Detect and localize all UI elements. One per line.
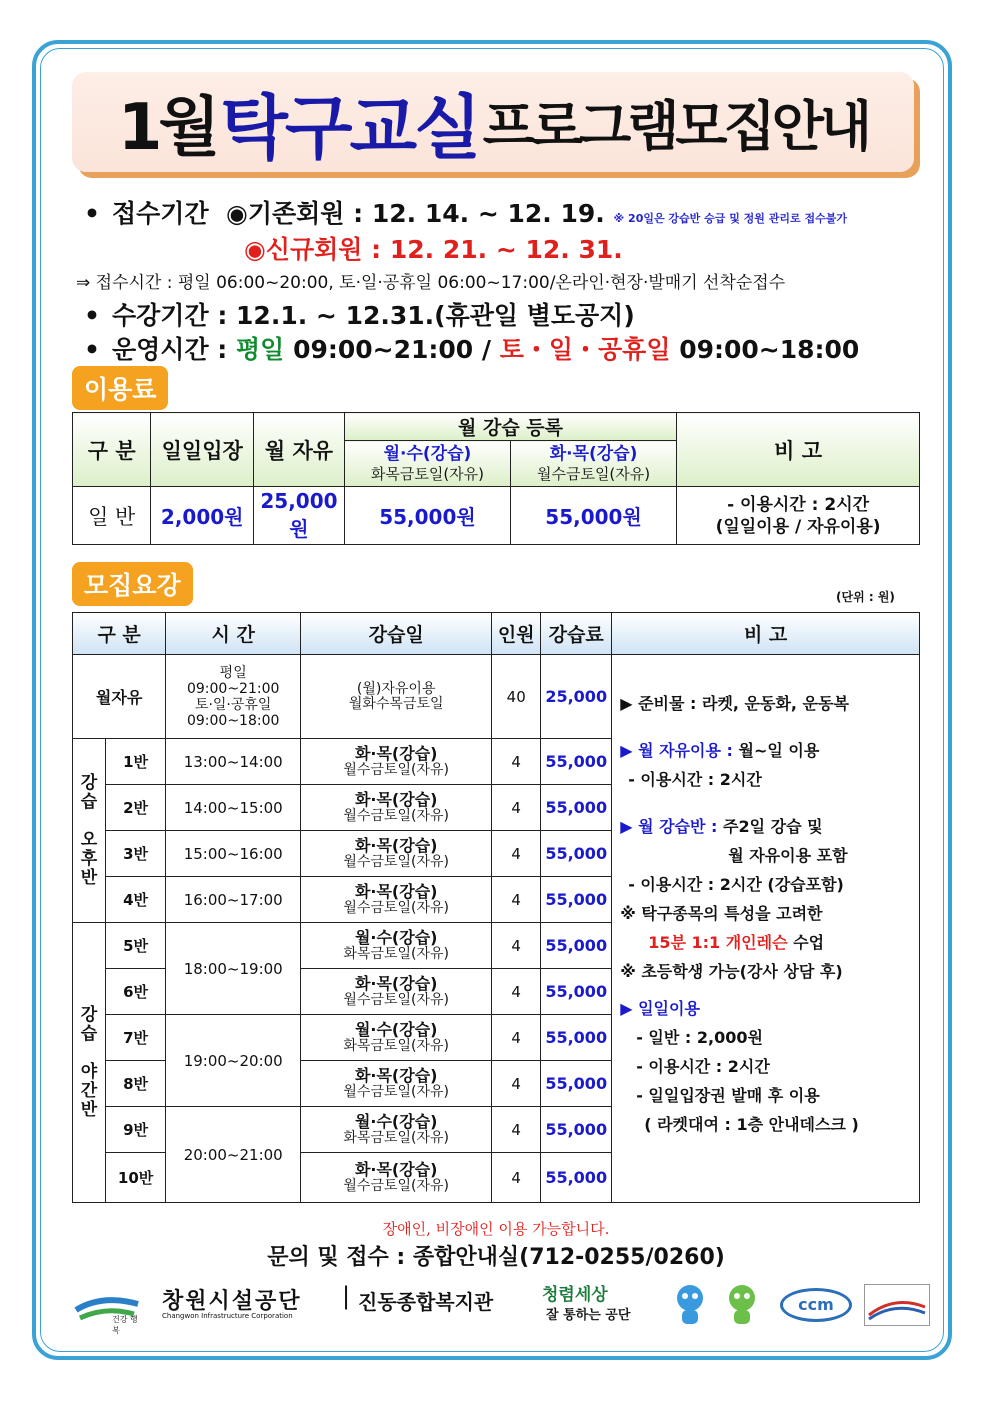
- class-cell: 10반: [106, 1153, 166, 1203]
- ge-0: 강: [80, 1004, 98, 1025]
- fee-cell: 55,000: [541, 923, 612, 969]
- fee-header-daily: 일일입장: [151, 413, 254, 487]
- operating-weekend: 토・일・공휴일: [499, 335, 671, 364]
- ccm-logo: ccm: [780, 1288, 852, 1322]
- ga-1: 습: [80, 791, 98, 812]
- time-cell: 18:00~19:00: [166, 923, 301, 1015]
- rec-header-people: 인원: [492, 613, 541, 655]
- note-special1: ※ 탁구종목의 특성을 고려한: [620, 904, 823, 923]
- recruit-notes: [612, 655, 920, 1203]
- ga-4: 후: [80, 848, 98, 869]
- ge-1: 습: [80, 1023, 98, 1044]
- note-kids: ※ 초등학생 가능(강사 상담 후): [620, 962, 843, 981]
- mascot-blue-icon: [670, 1282, 710, 1326]
- new-member-line: [244, 230, 623, 266]
- operating-label: 운영시간 :: [112, 335, 228, 364]
- days-cell: [301, 923, 492, 969]
- free-days-2: 월화수목금토일: [348, 695, 444, 712]
- course-period-label: 수강기간: [112, 301, 209, 330]
- fee-row-category: 일 반: [73, 487, 151, 545]
- day-sub: 화목금토일(자유): [343, 1037, 449, 1054]
- people-cell: 4: [492, 1015, 541, 1061]
- class-cell: 1반: [106, 739, 166, 785]
- class-cell: 6반: [106, 969, 166, 1015]
- class-cell: 8반: [106, 1061, 166, 1107]
- operating-weekday: 평일: [236, 335, 285, 364]
- free-days-1: (월)자유이용: [356, 680, 436, 697]
- free-time-3: 토·일·공휴일: [194, 696, 272, 713]
- days-cell: [301, 877, 492, 923]
- people-cell: 4: [492, 923, 541, 969]
- rec-header-note: 비 고: [612, 613, 920, 655]
- class-cell: 7반: [106, 1015, 166, 1061]
- fee-row-note: [677, 487, 920, 545]
- title-program: 탁구교실: [220, 86, 479, 169]
- people-cell: 4: [492, 785, 541, 831]
- fee-header-tue-thu-sub: 월수금토일(자유): [536, 464, 651, 483]
- class-cell: 4반: [106, 877, 166, 923]
- logo-bar: [72, 1282, 932, 1335]
- days-cell: [301, 969, 492, 1015]
- reception-time-note: ⇒ 접수시간 : 평일 06:00~20:00, 토·일·공휴일 06:00~17:00/온라인·현장·발매기 선착순접수: [76, 273, 786, 293]
- free-row-fee: 25,000: [541, 655, 612, 739]
- ga-0: 강: [80, 772, 98, 793]
- fee-header-mon-wed-sub: 화목금토일(자유): [370, 464, 485, 483]
- center-name: 진동종합복지관: [358, 1290, 494, 1314]
- free-row-category: 월자유: [73, 655, 166, 739]
- day-sub: 월수금토일(자유): [343, 899, 449, 916]
- fee-header-mon-wed: [344, 441, 510, 487]
- operating-weekday-time: 09:00~21:00 /: [293, 335, 491, 364]
- fee-header-category: 구 분: [73, 413, 151, 487]
- day-main: 화·목(강습): [354, 881, 438, 901]
- fee-header-tue-thu: [511, 441, 677, 487]
- existing-label: ◉기존회원: [226, 199, 345, 228]
- note-class-title: ▶ 월 강습반 :: [620, 817, 718, 836]
- fee-cell: 55,000: [541, 1153, 612, 1203]
- fee-table: [72, 412, 920, 545]
- time-cell: 14:00~15:00: [166, 785, 301, 831]
- time-cell: 15:00~16:00: [166, 831, 301, 877]
- certificate-icon: [864, 1284, 930, 1326]
- day-sub: 월수금토일(자유): [343, 1177, 449, 1194]
- day-main: 화·목(강습): [354, 743, 438, 763]
- recruit-section-tag: 모집요강: [72, 562, 193, 606]
- contact-line: 문의 및 접수 : 종합안내실(712-0255/0260): [267, 1245, 725, 1270]
- fee-cell: 55,000: [541, 969, 612, 1015]
- fee-header-mon-wed-label: 월·수(강습): [383, 443, 472, 464]
- note-free: [620, 736, 911, 765]
- note-special3: 수업: [793, 933, 825, 952]
- health-logo-text: 건강 행복: [112, 1315, 138, 1335]
- fee-cell: 55,000: [541, 1015, 612, 1061]
- day-main: 화·목(강습): [354, 1065, 438, 1085]
- fee-cell: 55,000: [541, 1061, 612, 1107]
- day-main: 월·수(강습): [354, 1111, 438, 1131]
- people-cell: 4: [492, 831, 541, 877]
- note-prep: ▶ 준비물 : 라켓, 운동화, 운동복: [620, 694, 849, 713]
- time-cell: 16:00~17:00: [166, 877, 301, 923]
- day-sub: 화목금토일(자유): [343, 1129, 449, 1146]
- days-cell: [301, 739, 492, 785]
- new-label: ◉신규회원: [244, 235, 363, 264]
- note-daily3: - 일일입장권 발매 후 이용: [636, 1086, 820, 1105]
- note-free-val: 월~일 이용: [738, 741, 820, 760]
- days-cell: [301, 1061, 492, 1107]
- note-daily4: ( 라켓대여 : 1층 안내데스크 ): [644, 1115, 859, 1134]
- free-time-1: 평일: [219, 664, 247, 681]
- fee-note-line1: - 이용시간 : 2시간: [727, 494, 870, 515]
- unit-label: (단위 : 원): [836, 590, 895, 604]
- class-cell: 2반: [106, 785, 166, 831]
- slogan-main: 청렴세상: [542, 1285, 608, 1305]
- note-free-title: ▶ 월 자유이용 :: [620, 741, 733, 760]
- day-main: 화·목(강습): [354, 835, 438, 855]
- people-cell: 4: [492, 1061, 541, 1107]
- day-sub: 월수금토일(자유): [343, 1083, 449, 1100]
- fee-header-tue-thu-label: 화·목(강습): [549, 443, 638, 464]
- days-cell: [301, 1015, 492, 1061]
- note-daily2: - 이용시간 : 2시간: [636, 1057, 770, 1076]
- reception-label: 접수기간: [112, 199, 209, 228]
- slogan-sub: 잘 통하는 공단: [546, 1308, 631, 1323]
- ge-4: 간: [80, 1080, 98, 1101]
- org-name-en: Changwon Infrastructure Corporation: [162, 1312, 293, 1320]
- days-cell: [301, 1153, 492, 1203]
- fee-cell: 55,000: [541, 831, 612, 877]
- rec-header-days: 강습일: [301, 613, 492, 655]
- fee-cell: 55,000: [541, 739, 612, 785]
- fee-row-monthly-free: 25,000원: [254, 487, 345, 545]
- group-evening: [73, 923, 106, 1203]
- fee-note-line2: (일일이용 / 자유이용): [715, 516, 881, 537]
- rec-header-time: 시 간: [166, 613, 301, 655]
- people-cell: 4: [492, 1153, 541, 1203]
- note-class-val: 주2일 강습 및: [723, 817, 823, 836]
- class-cell: 3반: [106, 831, 166, 877]
- days-cell: [301, 1107, 492, 1153]
- note-class: [620, 812, 911, 841]
- people-cell: 4: [492, 739, 541, 785]
- day-main: 화·목(강습): [354, 973, 438, 993]
- org-name: 창원시설공단: [162, 1289, 302, 1314]
- fee-cell: 55,000: [541, 877, 612, 923]
- fee-header-monthly-free: 월 자유: [254, 413, 345, 487]
- days-cell: [301, 831, 492, 877]
- operating-line: • 운영시간 : 평일 09:00~21:00 / 토・일・공휴일 09:00~18:00: [84, 335, 860, 364]
- class-cell: 9반: [106, 1107, 166, 1153]
- note-class-val2: 월 자유이용 포함: [728, 846, 848, 865]
- note-daily-title: ▶ 일일이용: [620, 999, 700, 1018]
- free-row-time: [166, 655, 301, 739]
- ga-5: 반: [80, 867, 98, 888]
- title-month: 1월: [117, 91, 217, 165]
- note-special2: 15분 1:1 개인레슨: [648, 933, 788, 952]
- title-banner: [72, 72, 914, 172]
- ge-5: 반: [80, 1099, 98, 1120]
- day-main: 월·수(강습): [354, 1019, 438, 1039]
- time-cell: 20:00~21:00: [166, 1107, 301, 1203]
- existing-note: ※ 20일은 강습반 승급 및 정원 관리로 접수불가: [613, 212, 847, 225]
- free-row-days: [301, 655, 492, 739]
- ge-3: 야: [80, 1061, 98, 1082]
- time-cell: 13:00~14:00: [166, 739, 301, 785]
- day-main: 월·수(강습): [354, 927, 438, 947]
- note-class-time: - 이용시간 : 2시간 (강습포함): [628, 875, 844, 894]
- day-main: 화·목(강습): [354, 1159, 438, 1179]
- day-sub: 월수금토일(자유): [343, 807, 449, 824]
- group-afternoon: [73, 739, 106, 923]
- fee-row-daily: 2,000원: [151, 487, 254, 545]
- free-time-4: 09:00~18:00: [186, 712, 280, 729]
- fee-row-mon-wed: 55,000원: [344, 487, 510, 545]
- people-cell: 4: [492, 877, 541, 923]
- existing-period: : 12. 14. ~ 12. 19.: [353, 199, 605, 228]
- fee-header-monthly-class: 월 강습 등록: [344, 413, 676, 441]
- day-main: 화·목(강습): [354, 789, 438, 809]
- fee-row-tue-thu: 55,000원: [511, 487, 677, 545]
- fee-header-note: 비 고: [677, 413, 920, 487]
- free-row-people: 40: [492, 655, 541, 739]
- reception-line: • 접수기간 ◉기존회원 : 12. 14. ~ 12. 19. ※ 20일은 강습반 승급 및 정원 관리로 접수불가: [84, 199, 847, 228]
- ga-3: 오: [80, 829, 98, 850]
- fee-section-tag: 이용료: [72, 366, 168, 410]
- time-cell: 19:00~20:00: [166, 1015, 301, 1107]
- logo-divider: |: [342, 1282, 351, 1310]
- health-logo: [72, 1288, 144, 1335]
- new-period: : 12. 21. ~ 12. 31.: [371, 235, 623, 264]
- accessible-note: 장애인, 비장애인 이용 가능합니다.: [382, 1220, 610, 1238]
- days-cell: [301, 785, 492, 831]
- mascot-green-icon: [722, 1282, 762, 1326]
- class-cell: 5반: [106, 923, 166, 969]
- people-cell: 4: [492, 1107, 541, 1153]
- course-period-value: : 12.1. ~ 12.31.(휴관일 별도공지): [217, 301, 635, 330]
- recruit-table: [72, 612, 920, 1203]
- note-free-time: - 이용시간 : 2시간: [628, 770, 762, 789]
- people-cell: 4: [492, 969, 541, 1015]
- note-special: [620, 928, 911, 957]
- course-period-line: • 수강기간 : 12.1. ~ 12.31.(휴관일 별도공지): [84, 301, 635, 330]
- free-time-2: 09:00~21:00: [186, 680, 280, 697]
- title-recruit: 프로그램모집안내: [482, 94, 869, 158]
- day-sub: 월수금토일(자유): [343, 853, 449, 870]
- day-sub: 화목금토일(자유): [343, 945, 449, 962]
- day-sub: 월수금토일(자유): [343, 991, 449, 1008]
- fee-cell: 55,000: [541, 785, 612, 831]
- operating-weekend-time: 09:00~18:00: [679, 335, 860, 364]
- rec-header-fee: 강습료: [541, 613, 612, 655]
- note-daily1: - 일반 : 2,000원: [636, 1028, 763, 1047]
- day-sub: 월수금토일(자유): [343, 761, 449, 778]
- fee-cell: 55,000: [541, 1107, 612, 1153]
- rec-header-category: 구 분: [73, 613, 166, 655]
